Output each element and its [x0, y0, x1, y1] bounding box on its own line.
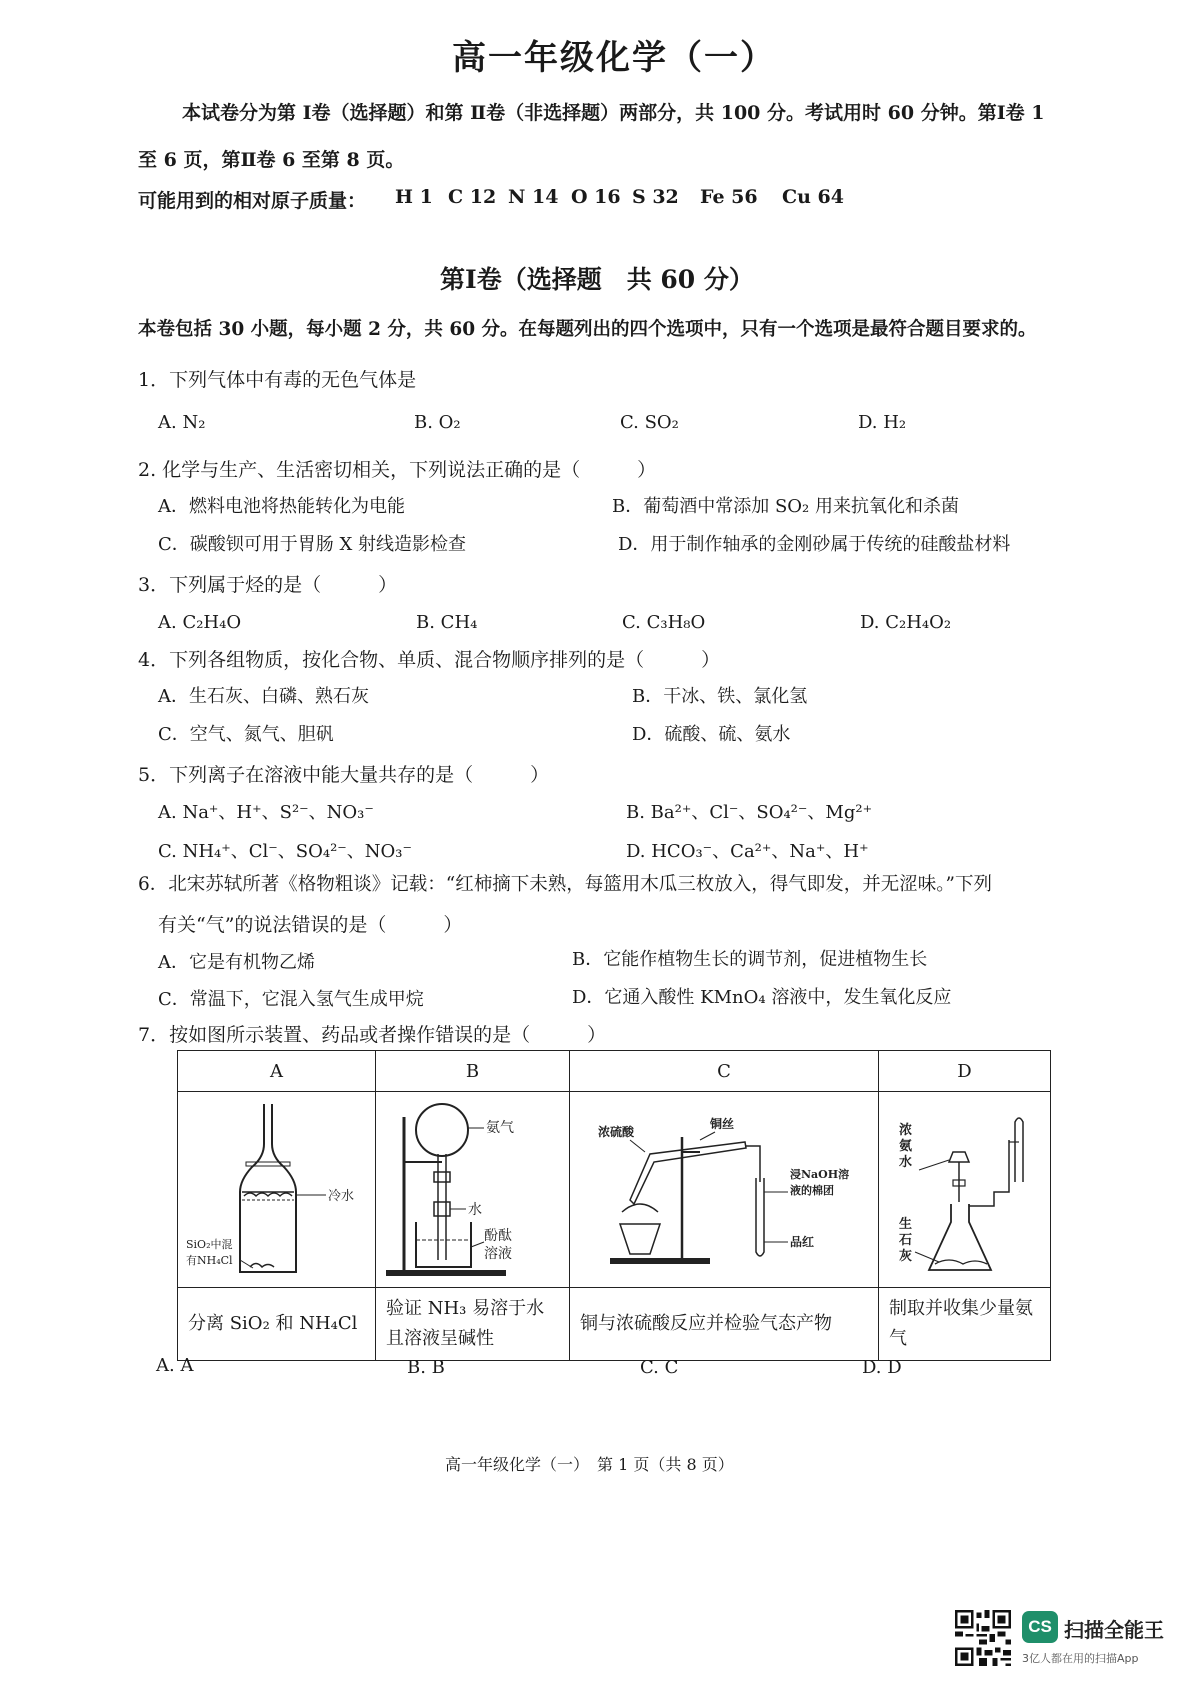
ammonia-gas-label: 氨气 — [486, 1120, 514, 1136]
question-3-option-b: B. CH₄ — [416, 612, 478, 633]
apparatus-header-c: C — [570, 1051, 879, 1092]
apparatus-caption-b: 验证 NH₃ 易溶于水且溶液呈碱性 — [376, 1288, 570, 1361]
quicklime-label-3: 灰 — [899, 1249, 913, 1264]
question-6-option-a: A．它是有机物乙烯 — [158, 952, 315, 973]
atomic-mass-s: S 32 — [632, 186, 679, 208]
atomic-masses-label: 可能用到的相对原子质量： — [138, 190, 367, 212]
question-3-option-d: D. C₂H₄O₂ — [860, 612, 952, 633]
question-6-option-d: D．它通入酸性 KMnO₄ 溶液中，发生氧化反应 — [572, 987, 952, 1008]
question-7-stem: 7．按如图所示装置、药品或者操作错误的是（ ） — [138, 1024, 607, 1046]
question-7-option-d: D. D — [862, 1357, 902, 1378]
question-1-stem: 1．下列气体中有毒的无色气体是 — [138, 369, 417, 391]
question-1-option-a: A. N₂ — [158, 412, 206, 433]
fountain-diagram-b — [376, 1092, 569, 1287]
reaction-diagram-c — [570, 1092, 878, 1287]
conc-ammonia-label-2: 氨 — [899, 1139, 913, 1154]
conc-ammonia-label-3: 水 — [899, 1155, 913, 1170]
camscanner-brand: 扫描全能王 — [1064, 1618, 1164, 1642]
sio2-mix-label-2: 有NH₄Cl — [186, 1254, 233, 1267]
apparatus-caption-d: 制取并收集少量氨气 — [879, 1288, 1051, 1361]
question-5-option-d: D. HCO₃⁻、Ca²⁺、Na⁺、H⁺ — [626, 841, 869, 862]
naoh-cotton-label-1: 浸NaOH溶 — [790, 1168, 850, 1181]
apparatus-header-a: A — [178, 1051, 376, 1092]
apparatus-header-d: D — [879, 1051, 1051, 1092]
question-3-option-c: C. C₃H₈O — [622, 612, 706, 633]
question-7-option-b: B. B — [407, 1357, 445, 1378]
atomic-mass-n: N 14 — [508, 186, 559, 208]
copper-wire-label: 铜丝 — [710, 1117, 735, 1131]
intro-line-1: 本试卷分为第 Ⅰ卷（选择题）和第 Ⅱ卷（非选择题）两部分，共 100 分。考试用时 60 分钟。第Ⅰ卷 1 — [182, 102, 1045, 124]
question-3-stem: 3．下列属于烃的是（ ） — [138, 574, 398, 596]
naoh-cotton-label-2: 液的棉团 — [790, 1184, 834, 1197]
atomic-mass-cu: Cu 64 — [782, 186, 844, 208]
question-2-option-c: C．碳酸钡可用于胃肠 X 射线造影检查 — [158, 534, 467, 555]
atomic-mass-fe: Fe 56 — [700, 186, 758, 208]
question-6-option-b: B．它能作植物生长的调节剂，促进植物生长 — [572, 949, 928, 970]
question-6-stem-line-2: 有关“气”的说法错误的是（ ） — [158, 914, 463, 936]
question-2-option-d: D．用于制作轴承的金刚砂属于传统的硅酸盐材料 — [618, 534, 1011, 555]
apparatus-figure-a — [178, 1092, 376, 1288]
question-2-option-b: B．葡萄酒中常添加 SO₂ 用来抗氧化和杀菌 — [612, 496, 959, 517]
atomic-mass-h: H 1 — [395, 186, 433, 208]
question-1-option-b: B. O₂ — [414, 412, 461, 433]
intro-line-2: 至 6 页，第Ⅱ卷 6 至第 8 页。 — [138, 149, 405, 171]
qr-code-icon — [955, 1610, 1011, 1666]
question-1-option-d: D. H₂ — [858, 412, 907, 433]
apparatus-figure-c — [570, 1092, 879, 1288]
question-4-option-b: B．干冰、铁、氯化氢 — [632, 686, 808, 707]
question-4-option-c: C．空气、氮气、胆矾 — [158, 724, 334, 745]
question-4-option-a: A．生石灰、白磷、熟石灰 — [158, 686, 369, 707]
question-7-option-a: A. A — [156, 1355, 194, 1376]
magenta-label: 品红 — [790, 1235, 815, 1249]
camscanner-tagline: 3亿人都在用的扫描App — [1022, 1652, 1139, 1665]
question-5-option-a: A. Na⁺、H⁺、S²⁻、NO₃⁻ — [158, 802, 374, 823]
question-6-stem-line-1: 6．北宋苏轼所著《格物粗谈》记载：“红柿摘下未熟，每篮用木瓜三枚放入，得气即发，并无涩味。”下列 — [138, 874, 992, 895]
page-title: 高一年级化学（一） — [452, 38, 776, 78]
apparatus-header-b: B — [376, 1051, 570, 1092]
atomic-mass-c: C 12 — [448, 186, 497, 208]
question-4-stem: 4．下列各组物质，按化合物、单质、混合物顺序排列的是（ ） — [138, 649, 721, 671]
water-label: 水 — [468, 1202, 482, 1218]
atomic-mass-o: O 16 — [571, 186, 621, 208]
question-2-stem: 2. 化学与生产、生活密切相关，下列说法正确的是（ ） — [138, 459, 657, 481]
sio2-mix-label-1: SiO₂中混 — [186, 1238, 233, 1251]
apparatus-table — [177, 1050, 1051, 1361]
apparatus-caption-a: 分离 SiO₂ 和 NH₄Cl — [178, 1288, 376, 1361]
question-6-option-c: C．常温下，它混入氢气生成甲烷 — [158, 989, 424, 1010]
phenolphthalein-label-1: 酚酞 — [484, 1228, 512, 1244]
question-5-option-b: B. Ba²⁺、Cl⁻、SO₄²⁻、Mg²⁺ — [626, 802, 873, 823]
conc-sulfuric-label: 浓硫酸 — [598, 1125, 635, 1139]
cold-water-label: 冷水 — [328, 1189, 355, 1204]
question-5-option-c: C. NH₄⁺、Cl⁻、SO₄²⁻、NO₃⁻ — [158, 841, 413, 862]
question-4-option-d: D．硫酸、硫、氨水 — [632, 724, 791, 745]
flask-diagram-a — [178, 1092, 375, 1287]
ammonia-setup-diagram-d — [879, 1092, 1050, 1287]
question-2-option-a: A．燃料电池将热能转化为电能 — [158, 496, 405, 517]
page-footer: 高一年级化学（一） 第 1 页（共 8 页） — [445, 1455, 734, 1474]
apparatus-caption-c: 铜与浓硫酸反应并检验气态产物 — [570, 1288, 879, 1361]
apparatus-figure-b — [376, 1092, 570, 1288]
conc-ammonia-label-1: 浓 — [899, 1123, 913, 1138]
section-instruction: 本卷包括 30 小题，每小题 2 分，共 60 分。在每题列出的四个选项中，只有一个选项是最符合题目要求的。 — [138, 319, 1037, 340]
camscanner-logo: CS — [1022, 1611, 1058, 1643]
phenolphthalein-label-2: 溶液 — [484, 1246, 512, 1262]
question-1-option-c: C. SO₂ — [620, 412, 679, 433]
question-3-option-a: A. C₂H₄O — [158, 612, 242, 633]
apparatus-figure-d — [879, 1092, 1051, 1288]
question-7-option-c: C. C — [640, 1357, 679, 1378]
quicklime-label-1: 生 — [899, 1217, 913, 1232]
question-5-stem: 5．下列离子在溶液中能大量共存的是（ ） — [138, 764, 550, 786]
quicklime-label-2: 石 — [899, 1233, 913, 1248]
section-title: 第Ⅰ卷（选择题 共 60 分） — [440, 265, 754, 294]
